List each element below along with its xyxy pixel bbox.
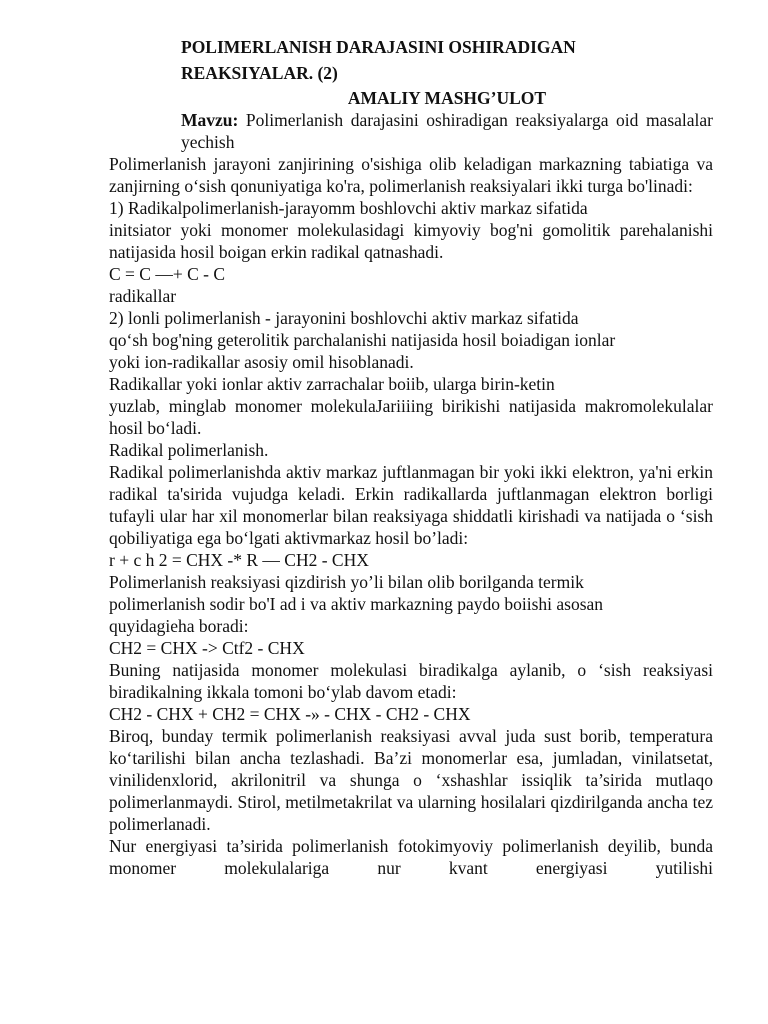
topic-label: Mavzu:: [181, 110, 239, 130]
topic-paragraph: [181, 109, 713, 153]
paragraph: Nur energiyasi ta’sirida polimerlanish fotokimyoviy polimerlanish deyilib, bunda monomer molekulalariga nur kvant energiyasi yutilishi: [109, 836, 713, 878]
paragraph: Biroq, bunday termik polimerlanish reaksiyasi avval juda sust borib, temperatura ko‘tarilishi bilan ancha tezlashadi. Ba’zi monomerlar esa, jumladan, vinilatsetat, vinilidenxlorid, akrilonitril va shunga o ‘xshashlar issiqlik ta’sirida mutlaqo polimerlanmaydi. Stirol, metilmetakrilat va ularning hosilalari qizdirilganda ancha tez polimerlanadi.: [109, 726, 713, 834]
page-subtitle: AMALIY MASHG’ULOT: [347, 88, 547, 108]
paragraph: Radikal polimerlanishda aktiv markaz juftlanmagan bir yoki ikki elektron, ya'ni erkin radikal ta'sirida vujudga keladi. Erkin radikallarda juftlanmagan elektron borligi tufayli ular har xil monomerlar bilan reaksiyaga shiddatli kirishadi va natijada o ‘sish qobiliyatiga ega bo‘lgati aktivmarkaz hosil bo’ladi:: [109, 462, 713, 548]
paragraph: 2) lonli polimerlanish - jarayonini boshlovchi aktiv markaz sifatida: [109, 308, 579, 328]
paragraph: yuzlab, minglab monomer molekulaJariiiing birikishi natijasida makromolekulalar hosil bo‘ladi.: [109, 396, 713, 438]
document-body: [109, 153, 713, 879]
topic-text: Polimerlanish darajasini oshiradigan reaksiyalarga oid masalalar yechish: [181, 110, 713, 152]
paragraph: polimerlanish sodir bo'I ad i va aktiv markazning paydo boiishi asosan: [109, 594, 604, 614]
reaction-equation: r + c h 2 = CHX -* R — CH2 - CHX: [109, 550, 369, 570]
paragraph: 1) Radikalpolimerlanish-jarayomm boshlovchi aktiv markaz sifatida: [109, 198, 588, 218]
paragraph: Polimerlanish reaksiyasi qizdirish yo’li bilan olib borilganda termik: [109, 572, 584, 592]
paragraph: initsiator yoki monomer molekulasidagi kimyoviy bog'ni gomolitik parehalanishi natijasida hosil boigan erkin radikal qatnashadi.: [109, 220, 713, 262]
paragraph: Polimerlanish jarayoni zanjirining o'sishiga olib keladigan markazning tabiatiga va zanjirning o‘sish qonuniyatiga ko'ra, polimerlanish reaksiyalari ikki turga bo'linadi:: [109, 154, 713, 196]
paragraph: radikallar: [109, 286, 177, 306]
paragraph: Buning natijasida monomer molekulasi biradikalga aylanib, o ‘sish reaksiyasi biradikalning ikkala tomoni bo‘ylab davom etadi:: [109, 660, 713, 702]
reaction-equation: CH2 = CHX -> Ctf2 - CHX: [109, 638, 305, 658]
paragraph: qo‘sh bog'ning geterolitik parchalanishi natijasida hosil boiadigan ionlar: [109, 330, 616, 350]
page-title-line-1: POLIMERLANISH DARAJASINI OSHIRADIGAN: [181, 37, 576, 57]
page-title-line-2: REAKSIYALAR. (2): [181, 63, 338, 83]
paragraph: Radikallar yoki ionlar aktiv zarrachalar boiib, ularga birin-ketin: [109, 374, 555, 394]
paragraph: yoki ion-radikallar asosiy omil hisoblanadi.: [109, 352, 414, 372]
paragraph: quyidagieha boradi:: [109, 616, 249, 636]
reaction-equation: CH2 - CHX + CH2 = CHX -» - CHX - CH2 - CHX: [109, 704, 471, 724]
section-heading: Radikal polimerlanish.: [109, 440, 269, 460]
reaction-equation: C = C —+ C - C: [109, 264, 226, 284]
